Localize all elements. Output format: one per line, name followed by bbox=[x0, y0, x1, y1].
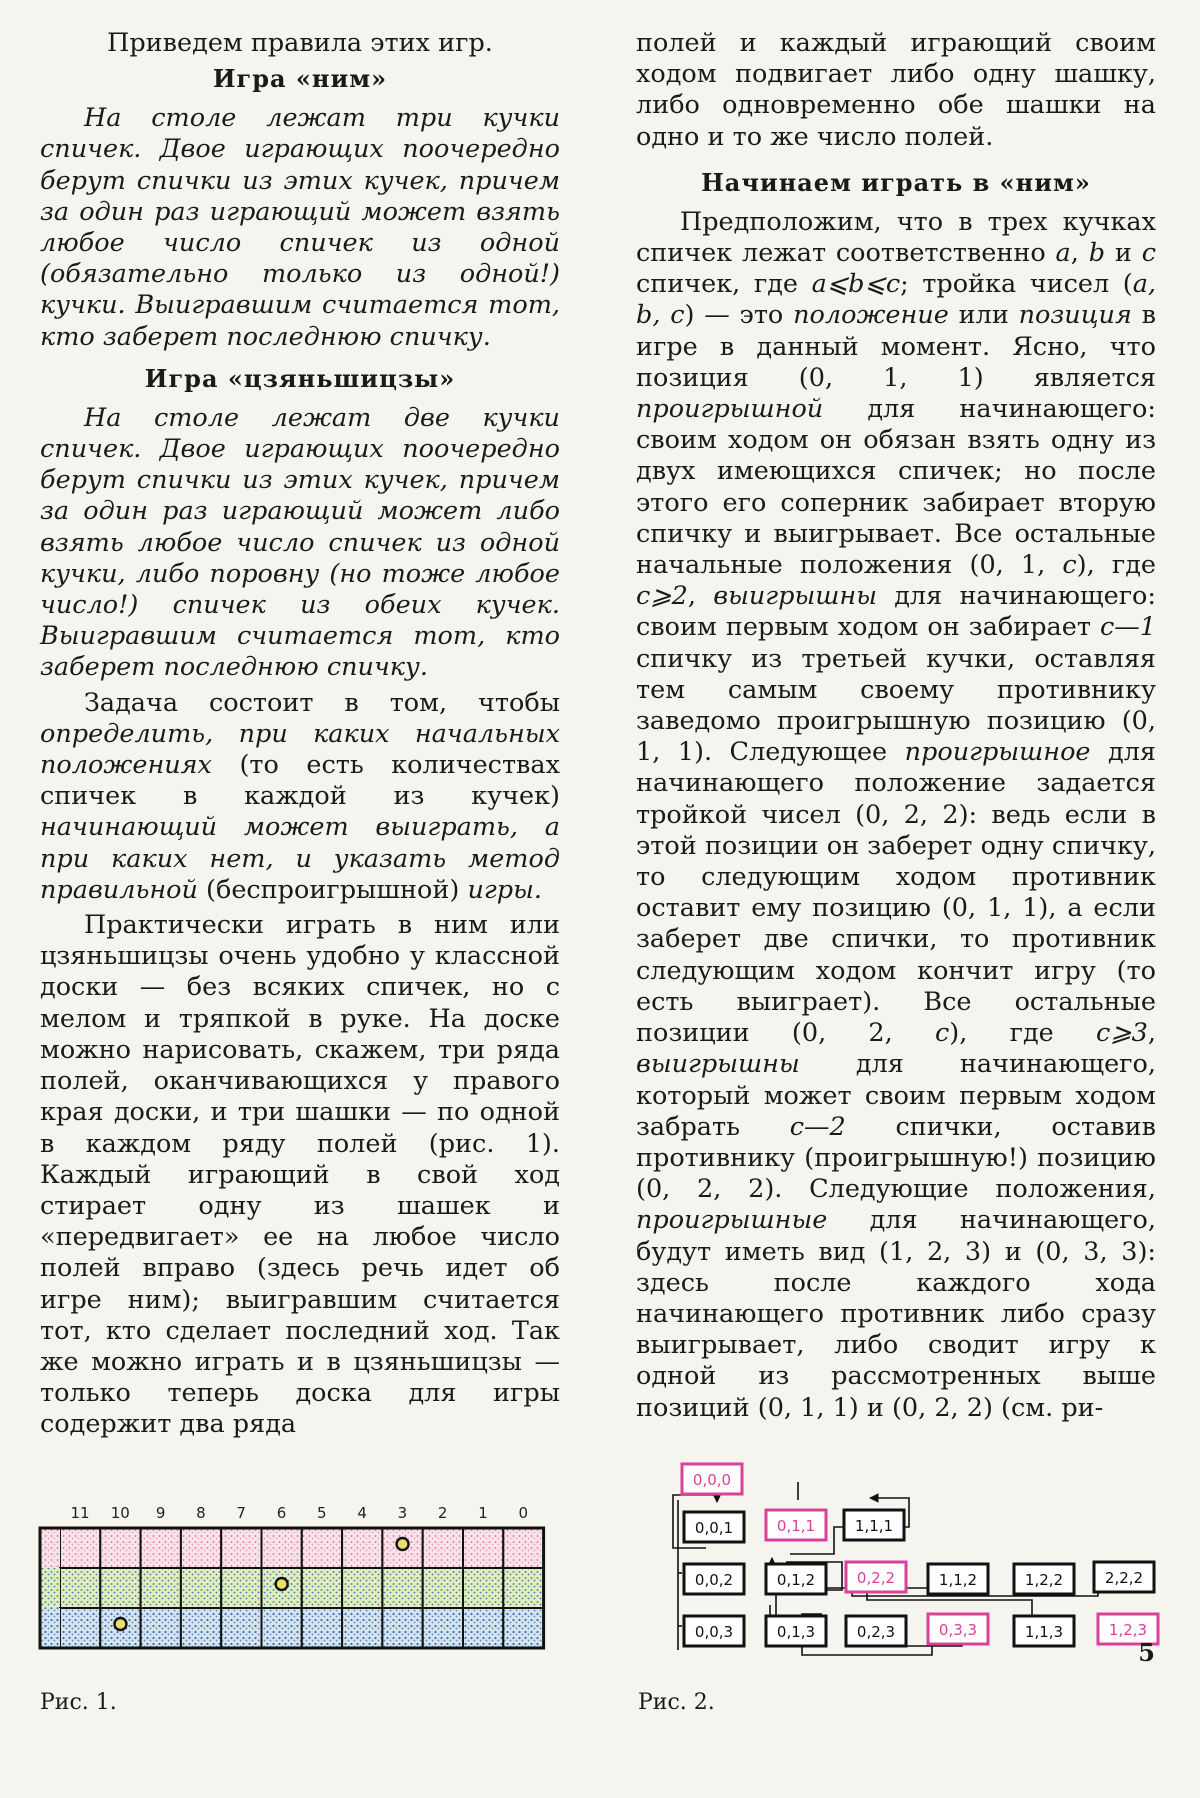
position-node bbox=[928, 1564, 988, 1594]
board-cell bbox=[423, 1608, 463, 1648]
board-cell bbox=[141, 1528, 181, 1568]
term-losing2: проигрышное bbox=[904, 737, 1091, 768]
board-cell bbox=[60, 1608, 100, 1648]
task-italic-1: определить, при каких начальных положениях bbox=[40, 718, 560, 781]
var-c3: c bbox=[935, 1018, 950, 1049]
checker bbox=[397, 1538, 409, 1550]
left-column bbox=[40, 28, 560, 1441]
position-label: 0,0,0 bbox=[692, 1471, 732, 1489]
t: для начинающего, будут иметь вид (1, 2, 3) и (0, 3, 3): здесь после каждого хода начинающего противник либо сразу выигрывает, либо сводит игру к одной из рассмотренных выше позиций (0, 1, 1) и (0, 2, 2) (см. ри- bbox=[636, 1205, 1156, 1423]
var-b: b bbox=[1088, 238, 1106, 269]
term-winning: выигрышны bbox=[713, 581, 877, 612]
column-number: 2 bbox=[437, 1504, 448, 1522]
column-number: 4 bbox=[357, 1504, 367, 1522]
board-cell bbox=[382, 1608, 422, 1648]
analysis-paragraph bbox=[636, 207, 1156, 1424]
position-node bbox=[766, 1564, 826, 1594]
t: спичку из третьей кучки, оставляя тем самым своему противнику заведомо проигрышную позицию (0, 1, 1). Следующее bbox=[636, 643, 1156, 768]
right-column bbox=[636, 28, 1156, 1424]
board-cell bbox=[221, 1608, 261, 1648]
position-label: 0,3,3 bbox=[938, 1621, 978, 1639]
c-minus-1: c—1 bbox=[1099, 612, 1156, 643]
column-number: 0 bbox=[518, 1504, 529, 1522]
column-number: 8 bbox=[196, 1504, 206, 1522]
column-number: 3 bbox=[397, 1504, 408, 1522]
t: ; тройка чисел ( bbox=[900, 269, 1133, 300]
task-text-2: (то есть количествах спичек в каждой из кучек) bbox=[40, 750, 560, 812]
figure-2-diagram bbox=[662, 1450, 1162, 1660]
board-cell bbox=[221, 1528, 261, 1568]
board-row-tail bbox=[40, 1568, 60, 1608]
board-cell bbox=[503, 1568, 543, 1608]
column-number: 11 bbox=[70, 1504, 90, 1522]
position-node bbox=[928, 1614, 988, 1644]
board-cell bbox=[382, 1568, 422, 1608]
var-c: c bbox=[1141, 238, 1156, 269]
figure-1-caption: Рис. 1. bbox=[40, 1690, 117, 1715]
t: спички, оставив противнику (проигрышную!) позицию (0, 2, 2). Следующие положения, bbox=[636, 1111, 1156, 1205]
c-minus-2: c—2 bbox=[789, 1111, 846, 1142]
board-cell bbox=[181, 1528, 221, 1568]
board-cell bbox=[342, 1568, 382, 1608]
page-number: 5 bbox=[1138, 1638, 1155, 1667]
position-label: 1,1,1 bbox=[854, 1517, 894, 1535]
position-node bbox=[682, 1464, 742, 1494]
board-cell bbox=[463, 1528, 503, 1568]
position-node bbox=[1094, 1562, 1154, 1592]
board-cell bbox=[503, 1608, 543, 1648]
t: ), где bbox=[1076, 550, 1156, 581]
board-cell bbox=[181, 1568, 221, 1608]
board-row-tail bbox=[40, 1528, 60, 1568]
t: и bbox=[1105, 238, 1142, 269]
column-number: 5 bbox=[317, 1504, 327, 1522]
position-node bbox=[1014, 1616, 1074, 1646]
term-losing: проигрышной bbox=[636, 394, 824, 425]
position-node bbox=[1014, 1564, 1074, 1594]
inequality: a⩽b⩽c bbox=[811, 269, 901, 300]
t: , bbox=[687, 581, 714, 612]
t: для начинающего: своим ходом он обязан взять одну из двух имеющихся спичек; но после этого его соперник забирает вторую спичку и выигрывает. Все остальные начальные положения (0, 1, bbox=[636, 394, 1156, 581]
position-label: 2,2,2 bbox=[1104, 1569, 1144, 1587]
position-node bbox=[766, 1616, 826, 1646]
position-label: 0,2,3 bbox=[856, 1623, 896, 1641]
board-cell bbox=[60, 1528, 100, 1568]
t: в игре в данный момент. Ясно, что позиция (0, 1, 1) является bbox=[636, 300, 1156, 393]
inequality2: c⩾2 bbox=[636, 581, 688, 612]
figure-2-caption: Рис. 2. bbox=[638, 1690, 715, 1715]
position-label: 0,1,3 bbox=[776, 1623, 816, 1641]
board-cell bbox=[342, 1608, 382, 1648]
position-node bbox=[684, 1564, 744, 1594]
heading-start-nim: Начинаем играть в «ним» bbox=[701, 167, 1091, 197]
column-number: 7 bbox=[236, 1504, 246, 1522]
term-winning2: выигрышны bbox=[636, 1049, 800, 1080]
t: , bbox=[1070, 238, 1089, 269]
term-position: положение bbox=[793, 300, 949, 331]
intro-line: Приведем правила этих игр. bbox=[107, 28, 493, 58]
position-label: 0,0,2 bbox=[694, 1571, 734, 1589]
position-label: 0,0,3 bbox=[694, 1623, 734, 1641]
position-node bbox=[846, 1616, 906, 1646]
board-row-tail bbox=[40, 1608, 60, 1648]
task-text-3: (беспроигрышной) bbox=[197, 874, 468, 905]
t: ), где bbox=[949, 1018, 1097, 1049]
position-node bbox=[844, 1510, 904, 1540]
heading-tszyanshitszy: Игра «цзяньшицзы» bbox=[144, 363, 456, 393]
position-label: 1,1,2 bbox=[938, 1571, 978, 1589]
board-cell bbox=[302, 1568, 342, 1608]
tszyanshitszy-rules: На столе лежат две кучки спичек. Двое играющих поочередно берут спички из этих кучек, причем за один раз играющий может либо взять любое число спичек из одной кучки, либо поровну (но тоже любое число!) спичек из обеих кучек. Выигравшим считается тот, кто заберет последнюю спичку. bbox=[40, 402, 560, 683]
t: Предположим, что в трех кучках спичек лежат соответственно bbox=[636, 206, 1156, 269]
position-label: 0,0,1 bbox=[694, 1519, 734, 1537]
board-cell bbox=[60, 1568, 100, 1608]
task-paragraph bbox=[40, 688, 560, 906]
var-a: a bbox=[1055, 238, 1071, 269]
task-italic-2: начинающий может выиграть, а при каких нет, и указать метод правильной bbox=[40, 812, 560, 905]
board-cell bbox=[100, 1528, 140, 1568]
checker bbox=[276, 1578, 288, 1590]
column-number: 6 bbox=[276, 1504, 287, 1522]
t: для начинающего положение задается тройкой чисел (0, 2, 2): ведь если в этой позиции он заберет одну спичку, то следующим ходом противник оставит ему позицию (0, 1, 1), а если заберет две спички, то противник следующим ходом кончит игру (то есть выиграет). Все остальные позиции (0, 2, bbox=[636, 737, 1156, 1049]
t: ) — это bbox=[684, 300, 794, 331]
board-cell bbox=[463, 1568, 503, 1608]
position-node bbox=[766, 1510, 826, 1540]
triple: a, b, c bbox=[636, 269, 1157, 331]
position-label: 1,2,2 bbox=[1024, 1571, 1064, 1589]
board-cell bbox=[141, 1608, 181, 1648]
task-italic-3: игры. bbox=[467, 874, 542, 905]
t: или bbox=[948, 300, 1019, 331]
term-losing3: проигрышные bbox=[636, 1205, 828, 1236]
position-label: 0,1,1 bbox=[776, 1517, 816, 1535]
board-cell bbox=[100, 1568, 140, 1608]
continued-paragraph: полей и каждый играющий своим ходом подвигает либо одну шашку, либо одновременно обе шашки на одно и то же число полей. bbox=[636, 28, 1156, 152]
figure-1-board bbox=[38, 1498, 564, 1658]
board-cell bbox=[423, 1568, 463, 1608]
inequality3: c⩾3 bbox=[1096, 1018, 1148, 1049]
task-text-1: Задача состоит в том, чтобы bbox=[84, 687, 560, 718]
board-cell bbox=[181, 1608, 221, 1648]
term-position2: позиция bbox=[1018, 300, 1132, 331]
board-cell bbox=[141, 1568, 181, 1608]
board-cell bbox=[342, 1528, 382, 1568]
board-cell bbox=[463, 1608, 503, 1648]
board-cell bbox=[262, 1608, 302, 1648]
board-cell bbox=[302, 1528, 342, 1568]
position-label: 0,2,2 bbox=[856, 1569, 896, 1587]
column-number: 10 bbox=[110, 1504, 130, 1522]
practice-paragraph: Практически играть в ним или цзяньшицзы очень удобно у классной доски — без всяких спичек, но с мелом и тряпкой в руке. На доске можно нарисовать, скажем, три ряда полей, оканчивающихся у правого края доски, и три шашки — по одной в каждом ряду полей (рис. 1). Каждый играющий в свой ход стирает одну из шашек и «передвигает» ее на любое число полей вправо (здесь речь идет об игре ним); выигравшим считается тот, кто сделает последний ход. Так же можно играть и в цзяньшицзы — только теперь доска для игры содержит два ряда bbox=[40, 910, 560, 1440]
nim-rules: На столе лежат три кучки спичек. Двое играющих поочередно берут спички из этих кучек, причем за один раз играющий может взять любое число спичек из одной (обязательно только из одной!) кучки. Выигравшим считается тот, кто заберет последнюю спичку. bbox=[40, 103, 560, 352]
var-c2: c bbox=[1062, 550, 1077, 581]
t: для начинающего: своим первым ходом он забирает bbox=[636, 581, 1156, 643]
position-node bbox=[846, 1562, 906, 1592]
checker bbox=[114, 1618, 126, 1630]
board-cell bbox=[262, 1528, 302, 1568]
position-label: 1,2,3 bbox=[1108, 1621, 1148, 1639]
position-label: 1,1,3 bbox=[1024, 1623, 1064, 1641]
heading-nim: Игра «ним» bbox=[212, 64, 388, 94]
board-cell bbox=[503, 1528, 543, 1568]
column-number: 1 bbox=[478, 1504, 488, 1522]
t: , bbox=[1147, 1018, 1156, 1049]
position-label: 0,1,2 bbox=[776, 1571, 816, 1589]
t: спичек, где bbox=[636, 269, 812, 300]
column-number: 9 bbox=[155, 1504, 166, 1522]
position-node bbox=[684, 1616, 744, 1646]
board-cell bbox=[221, 1568, 261, 1608]
board-cell bbox=[302, 1608, 342, 1648]
board-cell bbox=[423, 1528, 463, 1568]
t: для начинающего, который может своим первым ходом забрать bbox=[636, 1049, 1156, 1142]
position-node bbox=[684, 1512, 744, 1542]
